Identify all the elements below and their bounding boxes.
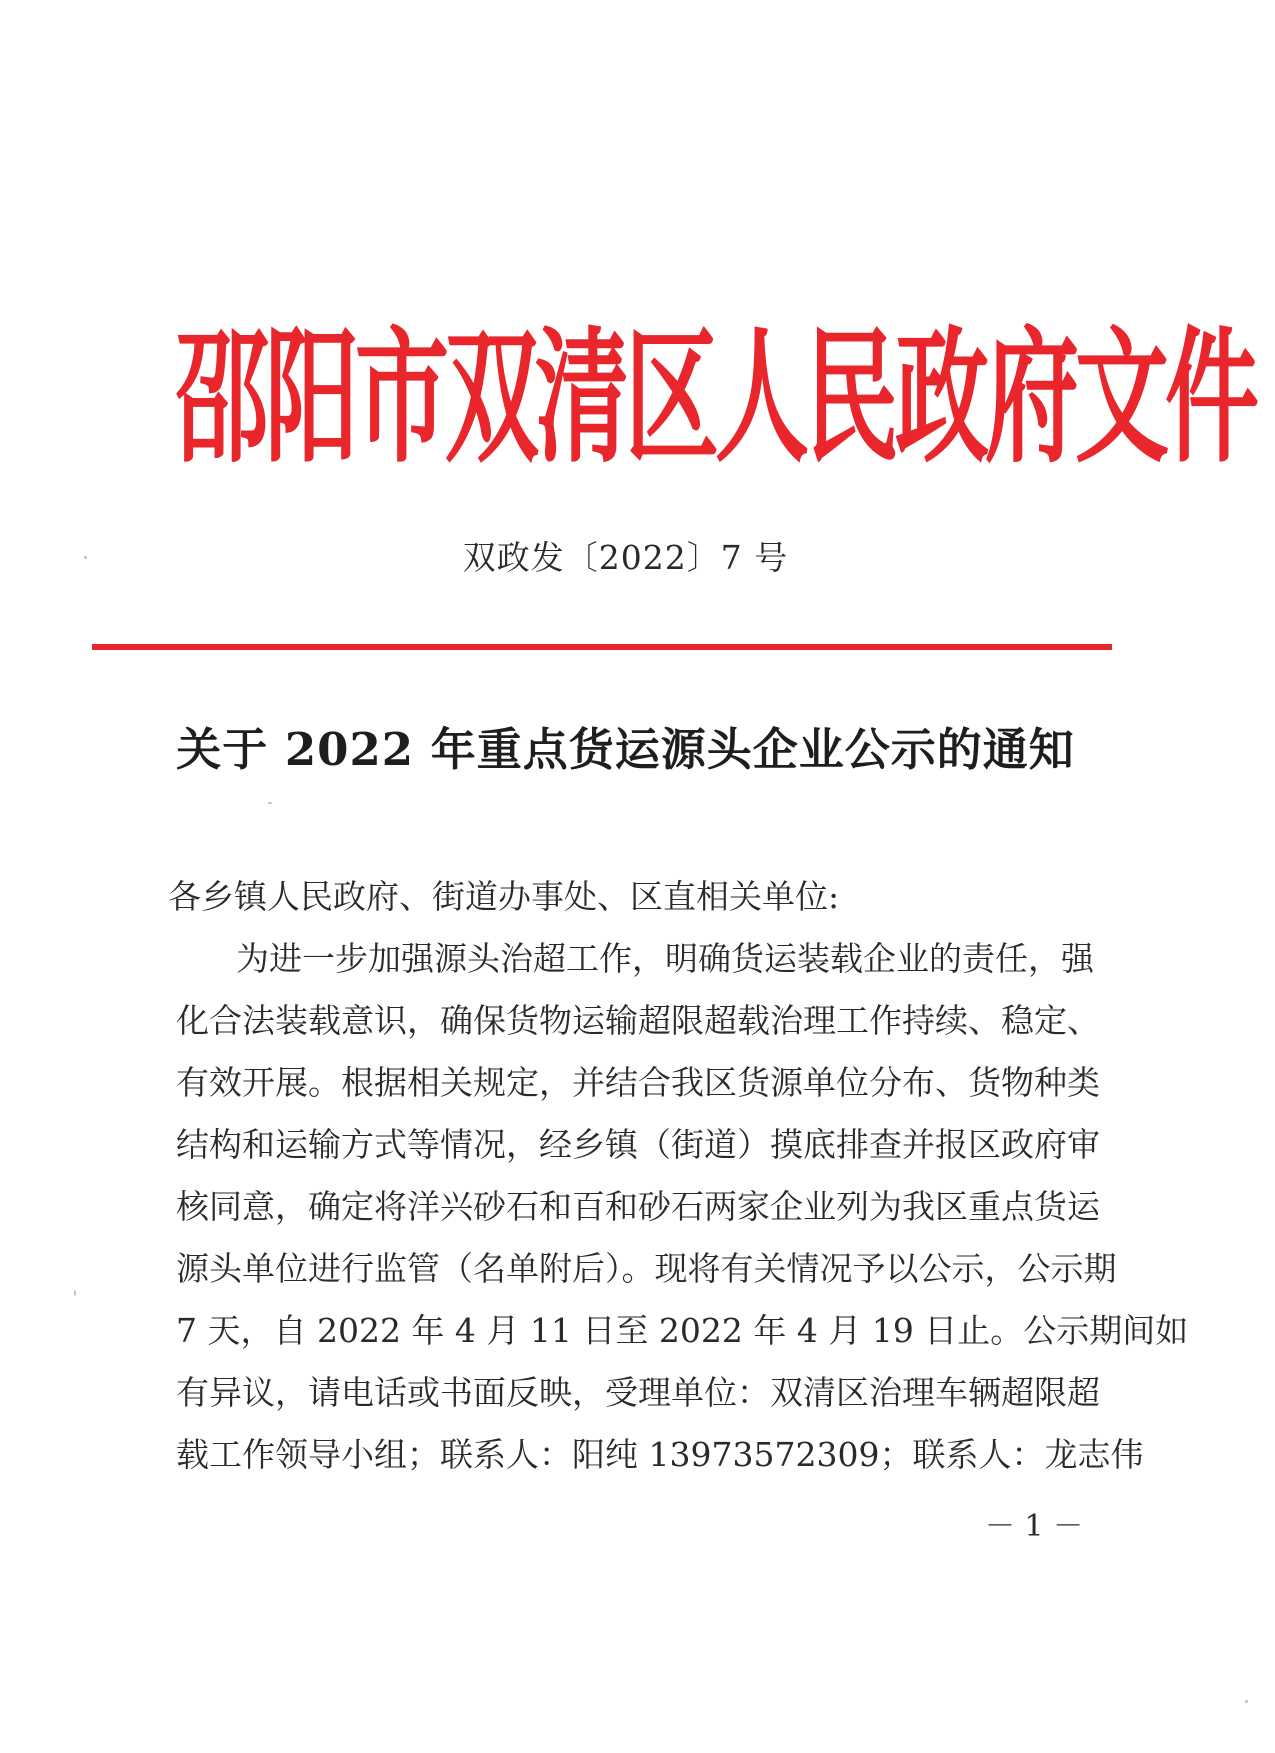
body-line-2: 化合法装载意识，确保货物运输超限超载治理工作持续、稳定、: [176, 1001, 1100, 1040]
issuer-header: 邵阳市双清区人民政府文件: [175, 314, 1256, 484]
notice-title: 关于 2022 年重点货运源头企业公示的通知: [176, 723, 1075, 776]
body-line-9: 载工作领导小组；联系人：阳纯 13973572309；联系人：龙志伟: [176, 1435, 1144, 1474]
body-line-8: 有异议，请电话或书面反映，受理单位：双清区治理车辆超限超: [176, 1373, 1100, 1412]
page-number: － 1 －: [985, 1509, 1084, 1544]
body-line-4: 结构和运输方式等情况，经乡镇（街道）摸底排查并报区政府审: [176, 1125, 1100, 1164]
document-number: 双政发〔2022〕7 号: [462, 538, 789, 577]
body-line-6: 源头单位进行监管（名单附后）。现将有关情况予以公示，公示期: [176, 1249, 1117, 1288]
body-line-3: 有效开展。根据相关规定，并结合我区货源单位分布、货物种类: [176, 1063, 1100, 1102]
scan-speck: [1245, 1700, 1248, 1703]
body-line-7: 7 天，自 2022 年 4 月 11 日至 2022 年 4 月 19 日止。公示期间如: [176, 1311, 1189, 1350]
scan-speck: [74, 1290, 76, 1296]
salutation: 各乡镇人民政府、街道办事处、区直相关单位:: [168, 877, 840, 916]
scan-speck: [84, 556, 87, 559]
body-line-5: 核同意，确定将洋兴砂石和百和砂石两家企业列为我区重点货运: [176, 1187, 1100, 1226]
body-line-1: 为进一步加强源头治超工作，明确货运装载企业的责任，强: [236, 939, 1094, 978]
red-separator-line: [92, 644, 1112, 650]
scan-speck: [268, 802, 272, 804]
